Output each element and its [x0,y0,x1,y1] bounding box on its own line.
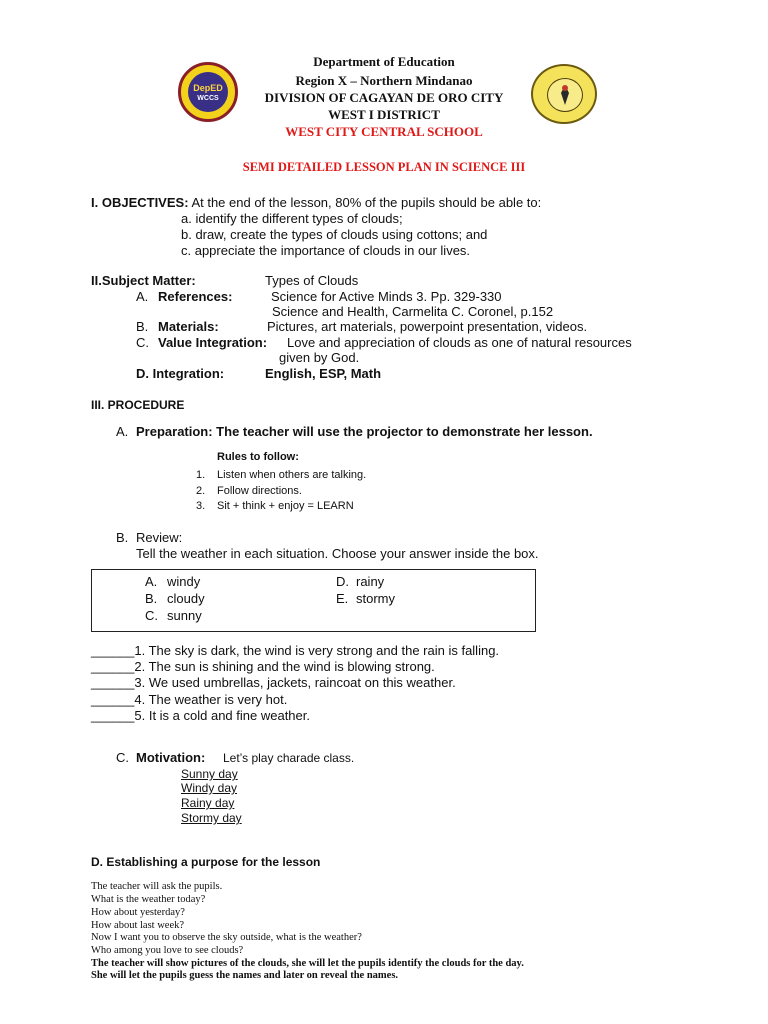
review-marker: B. [116,530,129,545]
procedure-heading: III. PROCEDURE [91,398,185,412]
school-name: WEST CITY CENTRAL SCHOOL [285,124,483,139]
choice-text: sunny [167,608,202,623]
preparation-marker: A. [116,424,129,439]
division-line: DIVISION OF CAGAYAN DE ORO CITY [264,90,504,105]
review-item: ______3. We used umbrellas, jackets, raincoat on this weather. [91,675,456,690]
choice-text: stormy [356,591,395,606]
objective-item: c. appreciate the importance of clouds in our lives. [181,243,471,258]
page-title: SEMI DETAILED LESSON PLAN IN SCIENCE III [242,160,526,174]
motivation-marker: C. [116,750,129,765]
references-label: References: [158,289,233,304]
charade-word: Sunny day [181,767,238,781]
choice-letter: B. [145,591,158,606]
value-integration-label: Value Integration: [158,335,268,350]
review-item: ______5. It is a cold and fine weather. [91,708,310,723]
choice-letter: E. [336,591,349,606]
review-item: ______2. The sun is shining and the wind is blowing strong. [91,659,435,674]
references-value-1: Science for Active Minds 3. Pp. 329-330 [271,289,502,304]
choice-text: windy [167,574,201,589]
references-marker: A. [136,289,149,304]
purpose-line: Who among you love to see clouds? [91,945,244,956]
choice-text: cloudy [167,591,205,606]
district-line: WEST I DISTRICT [328,107,440,122]
review-item: ______4. The weather is very hot. [91,692,288,707]
rules-title: Rules to follow: [217,451,299,463]
materials-marker: B. [136,319,149,334]
references-value-2: Science and Health, Carmelita C. Coronel, p.152 [272,304,554,319]
rule-text: Sit + think + enjoy = LEARN [217,500,354,512]
objective-item: b. draw, create the types of clouds using cottons; and [181,227,488,242]
rule-text: Listen when others are talking. [217,469,367,481]
objectives-heading [91,195,541,210]
preparation-text: Preparation: The teacher will use the projector to demonstrate her lesson. [136,424,593,439]
motivation-text: Let’s play charade class. [223,751,355,765]
value-marker: C. [136,335,149,350]
motivation-label: Motivation: [136,750,206,765]
choice-letter: C. [145,608,158,623]
charade-word: Stormy day [181,811,242,825]
subject-matter-label: II.Subject Matter: [91,273,196,288]
review-item: ______1. The sky is dark, the wind is very strong and the rain is falling. [91,643,500,658]
purpose-line: How about yesterday? [91,907,185,918]
charade-word: Windy day [181,781,238,795]
purpose-line: Now I want you to observe the sky outside, what is the weather? [91,932,362,943]
rule-number: 3. [196,500,206,512]
objectives-label: I. OBJECTIVES: [91,195,189,210]
subject-matter-value: Types of Clouds [265,273,359,288]
objectives-intro: At the end of the lesson, 80% of the pupils should be able to: [191,195,542,210]
charade-word: Rainy day [181,796,235,810]
choice-letter: D. [336,574,349,589]
choice-text: rainy [356,574,385,589]
logo-left-text: DepED [193,83,223,93]
purpose-line: The teacher will ask the pupils. [91,881,223,892]
choice-letter: A. [145,574,158,589]
integration-value: English, ESP, Math [265,366,382,381]
purpose-line: How about last week? [91,920,185,931]
dept-line: Department of Education [313,54,455,69]
region-line: Region X – Northern Mindanao [295,73,473,88]
logo-left-sub: WCCS [197,95,219,102]
purpose-heading: D. Establishing a purpose for the lesson [91,855,321,869]
rule-number: 2. [196,485,206,497]
purpose-bold-line: The teacher will show pictures of the clouds, she will let the pupils identify the clouds for the day. [91,958,524,969]
integration-label: D. Integration: [136,366,225,381]
rule-number: 1. [196,469,206,481]
review-instruction: Tell the weather in each situation. Choose your answer inside the box. [136,546,539,561]
value-integration-value-1: Love and appreciation of clouds as one of natural resources [287,335,632,350]
rule-text: Follow directions. [217,485,302,497]
purpose-line: What is the weather today? [91,894,206,905]
objective-item: a. identify the different types of clouds; [181,211,403,226]
review-label: Review: [136,530,183,545]
purpose-bold-line: She will let the pupils guess the names and later on reveal the names. [91,970,399,981]
value-integration-value-2: given by God. [279,350,360,365]
materials-value: Pictures, art materials, powerpoint presentation, videos. [267,319,588,334]
materials-label: Materials: [158,319,219,334]
